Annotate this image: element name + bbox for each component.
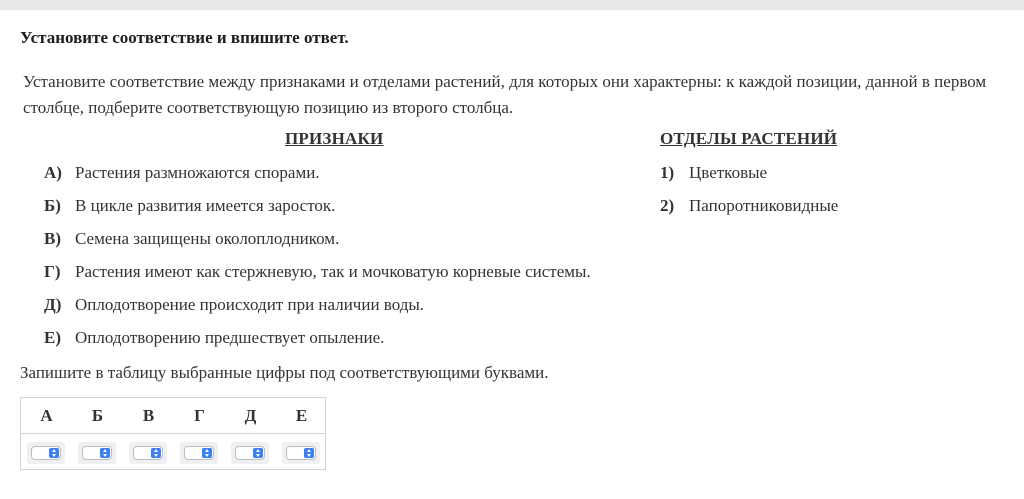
answer-header-d: Д bbox=[244, 406, 257, 425]
division-number: 2) bbox=[660, 196, 675, 215]
answer-instruction: Запишите в таблицу выбранные цифры под соответствующими буквами. bbox=[20, 363, 549, 382]
answer-select-v[interactable] bbox=[129, 442, 167, 464]
features-column-title: ПРИЗНАКИ bbox=[285, 129, 384, 148]
select-box[interactable] bbox=[286, 446, 316, 460]
answer-select-a[interactable] bbox=[27, 442, 65, 464]
feature-letter: Е) bbox=[44, 328, 61, 347]
feature-text: Растения имеют как стержневую, так и мочковатую корневые системы. bbox=[75, 262, 591, 281]
select-box[interactable] bbox=[184, 446, 214, 460]
feature-text: Оплодотворение происходит при наличии воды. bbox=[75, 295, 425, 314]
answer-header-b: Б bbox=[91, 406, 104, 425]
answer-table bbox=[20, 397, 326, 470]
task-text: Установите соответствие между признаками и отделами растений, для которых они характерны: к каждой позиции, данной в первом столбце, подберите соответствующую позицию из второго столбца. bbox=[23, 72, 987, 117]
select-arrow-icon bbox=[100, 448, 110, 458]
feature-text: В цикле развития имеется заросток. bbox=[75, 196, 336, 215]
question-heading: Установите соответствие и впишите ответ. bbox=[20, 28, 349, 47]
answer-select-b[interactable] bbox=[78, 442, 116, 464]
answer-header-e: Е bbox=[295, 406, 308, 425]
answer-table-header bbox=[21, 398, 325, 434]
feature-letter: А) bbox=[44, 163, 62, 182]
division-text: Цветковые bbox=[689, 163, 768, 182]
answer-header-a: А bbox=[40, 406, 53, 425]
answer-header-g: Г bbox=[194, 406, 205, 425]
feature-letter: Г) bbox=[44, 262, 61, 281]
answer-header-v: В bbox=[142, 406, 155, 425]
feature-letter: В) bbox=[44, 229, 61, 248]
select-arrow-icon bbox=[151, 448, 161, 458]
select-arrow-icon bbox=[202, 448, 212, 458]
division-text: Папоротниковидные bbox=[689, 196, 839, 215]
select-box[interactable] bbox=[31, 446, 61, 460]
feature-text: Растения размножаются спорами. bbox=[75, 163, 320, 182]
top-bar bbox=[0, 0, 1024, 10]
select-box[interactable] bbox=[235, 446, 265, 460]
feature-letter: Б) bbox=[44, 196, 61, 215]
select-box[interactable] bbox=[133, 446, 163, 460]
plant-divisions-column-title: ОТДЕЛЫ РАСТЕНИЙ bbox=[660, 129, 838, 148]
select-arrow-icon bbox=[304, 448, 314, 458]
select-arrow-icon bbox=[49, 448, 59, 458]
feature-letter: Д) bbox=[44, 295, 62, 314]
select-arrow-icon bbox=[253, 448, 263, 458]
answer-select-d[interactable] bbox=[231, 442, 269, 464]
answer-select-e[interactable] bbox=[282, 442, 320, 464]
division-number: 1) bbox=[660, 163, 675, 182]
select-box[interactable] bbox=[82, 446, 112, 460]
answer-select-g[interactable] bbox=[180, 442, 218, 464]
feature-text: Семена защищены околоплодником. bbox=[75, 229, 340, 248]
feature-text: Оплодотворению предшествует опыление. bbox=[75, 328, 385, 347]
